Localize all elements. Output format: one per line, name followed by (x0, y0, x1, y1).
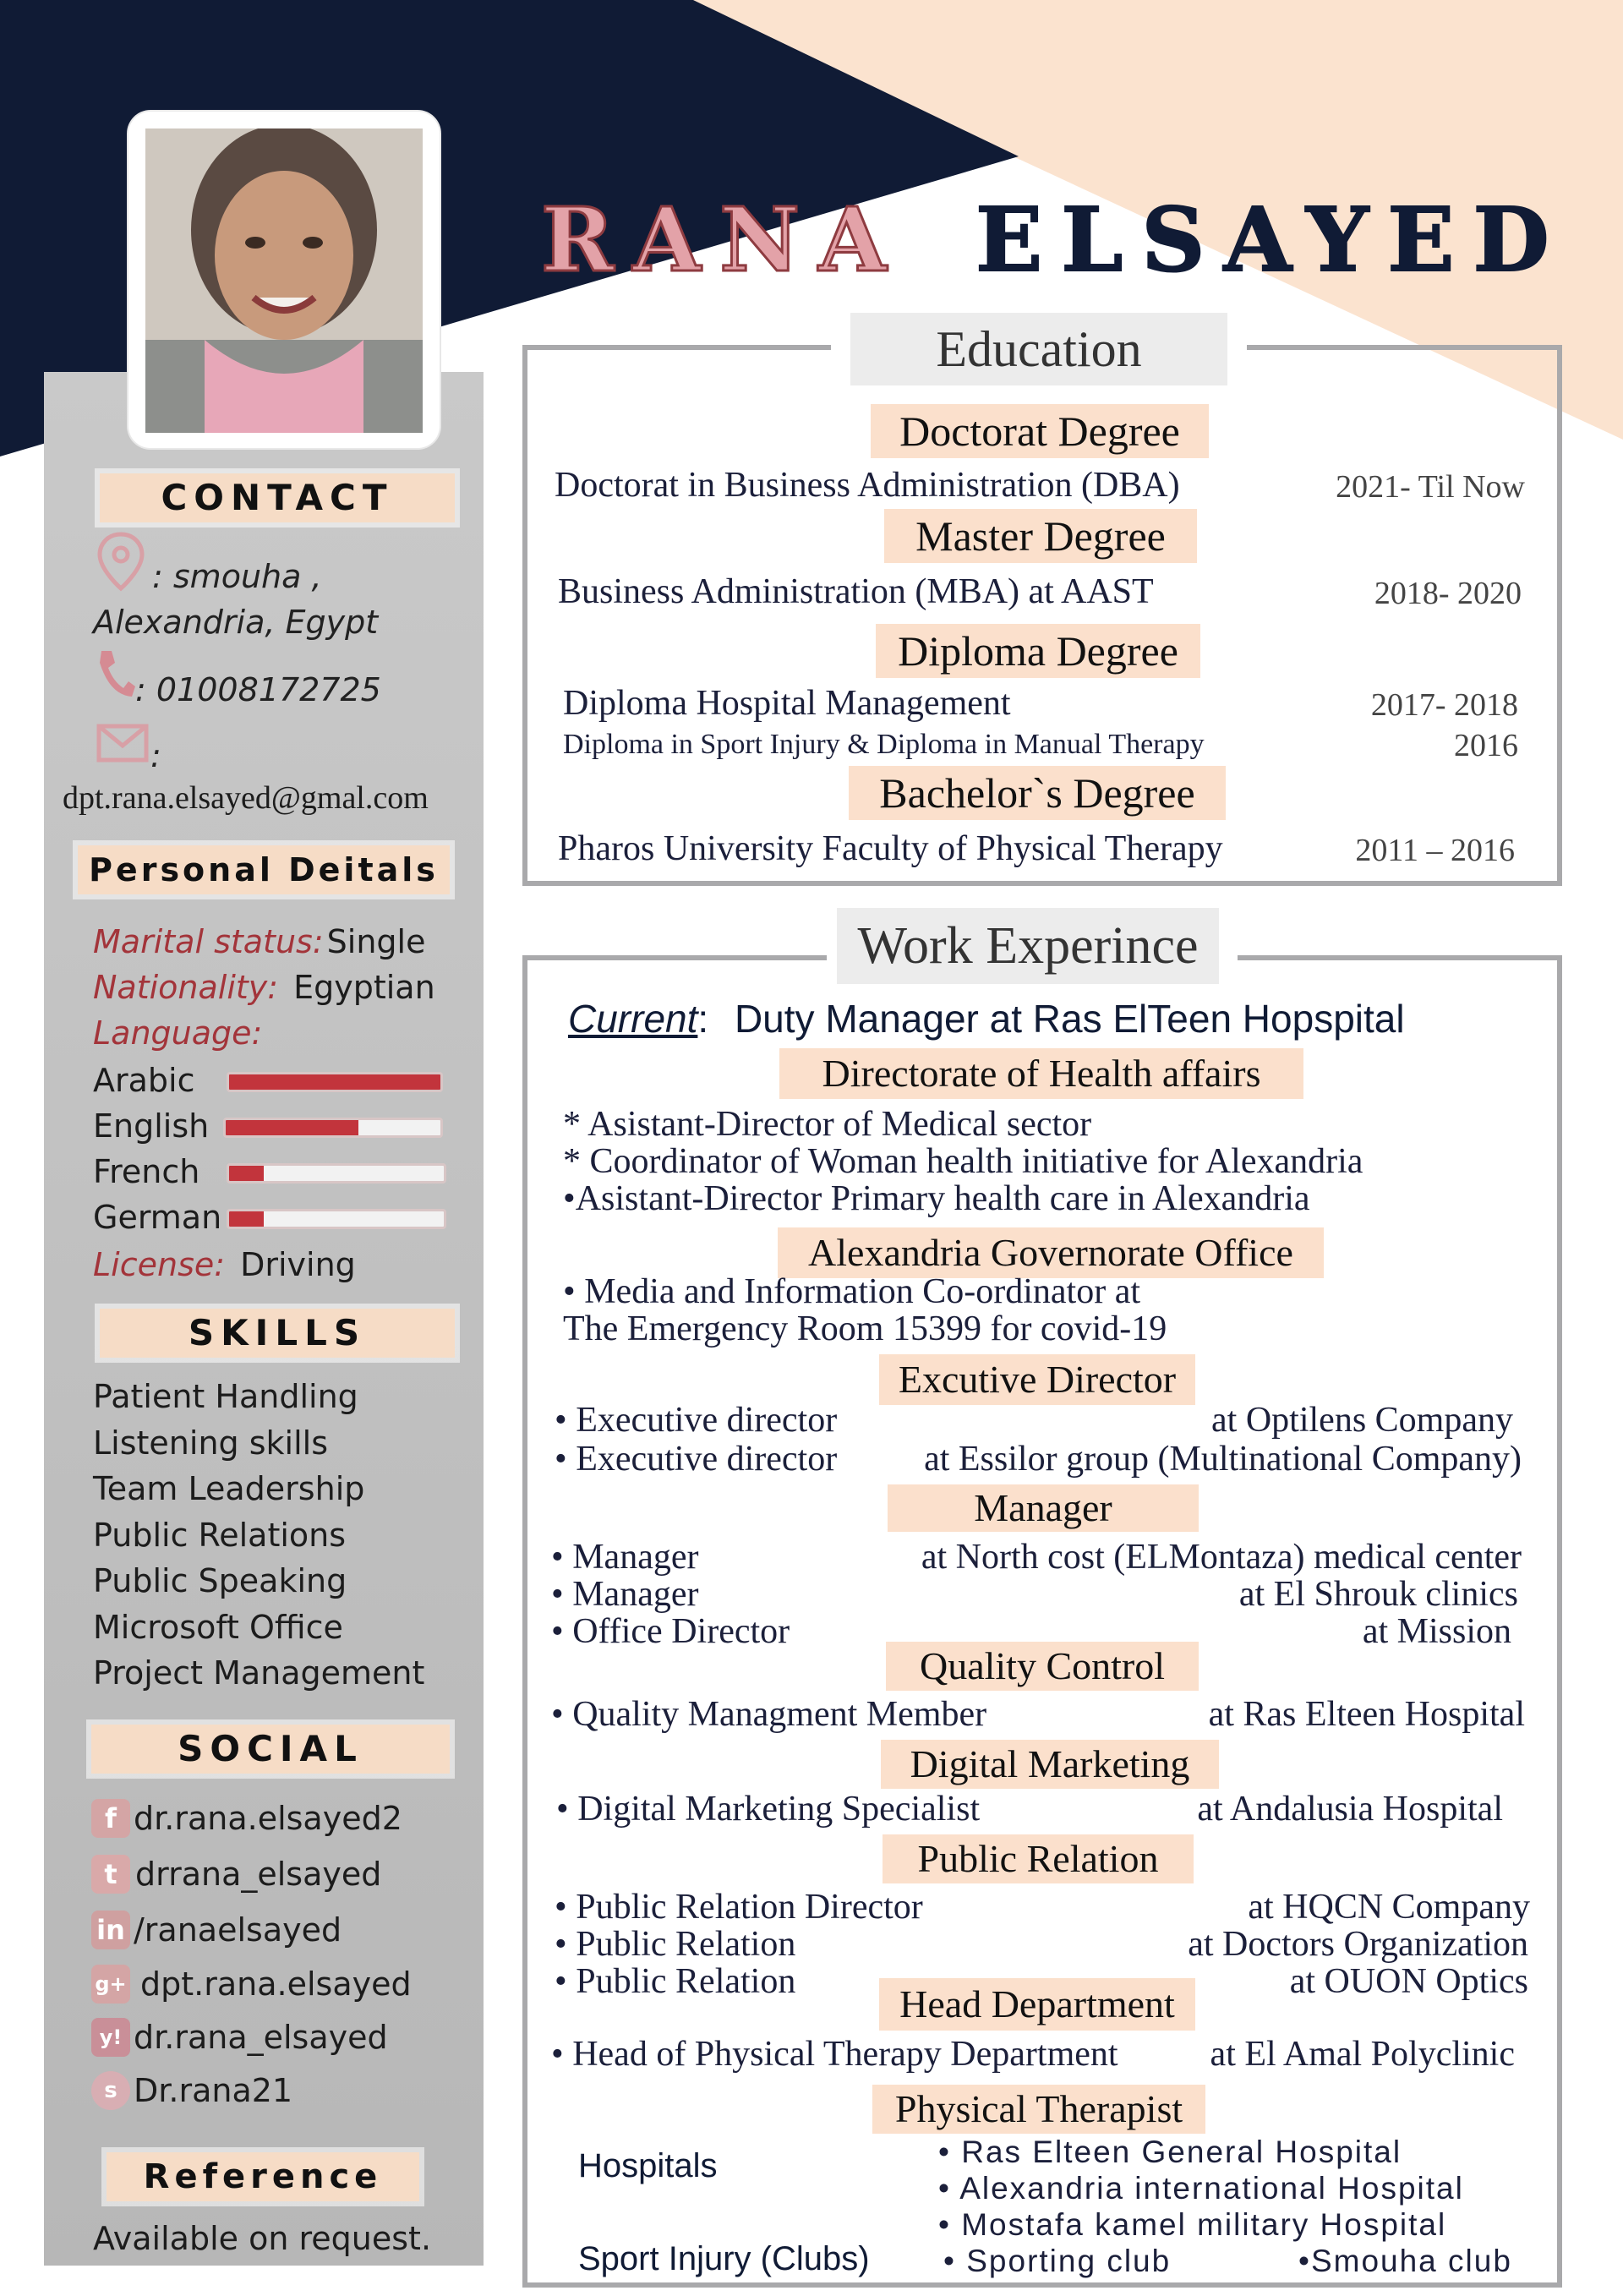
first-name: RANA (541, 188, 905, 292)
social-item-google-plus[interactable] (91, 1958, 412, 2010)
club-item: •Smouha club (1298, 2244, 1512, 2278)
governorate-item: The Emergency Room 15399 for covid-19 (563, 1309, 1167, 1348)
skill-item: Listening skills (93, 1424, 329, 1462)
skills-heading: SKILLS (100, 1309, 455, 1358)
license-label: License: (93, 1246, 226, 1283)
language-name: English (93, 1107, 210, 1145)
education-title: Education (850, 313, 1227, 385)
language-bar (223, 1118, 443, 1138)
manager-role: • Manager (551, 1538, 699, 1577)
linkedin-icon: in (91, 1911, 130, 1949)
social-handle: Dr.rana21 (134, 2072, 293, 2109)
language-name: French (93, 1153, 200, 1190)
quality-place: at Ras Elteen Hospital (1208, 1695, 1525, 1734)
language-bar (227, 1072, 443, 1092)
current-position (568, 996, 1405, 1041)
profile-photo (145, 128, 423, 433)
clubs-label: Sport Injury (Clubs) (578, 2240, 870, 2277)
address-line1: : smouha , (152, 558, 322, 595)
manager-role: • Office Director (551, 1612, 790, 1651)
language-bar (227, 1209, 446, 1229)
directorate-heading: Directorate of Health affairs (779, 1048, 1303, 1099)
yahoo-icon: y! (91, 2018, 130, 2057)
work-box-top-left (522, 955, 827, 960)
google-plus-icon: g+ (91, 1965, 130, 2004)
physical-therapist-heading: Physical Therapist (872, 2085, 1205, 2134)
email-colon: : (150, 737, 161, 774)
social-item-linkedin[interactable] (91, 1902, 412, 1958)
head-department-role: • Head of Physical Therapy Department (551, 2035, 1118, 2074)
hospital-item: • Ras Elteen General Hospital (938, 2135, 1402, 2169)
social-handle: dr.rana.elsayed2 (134, 1800, 402, 1837)
public-relation-place: at Doctors Organization (1188, 1925, 1528, 1964)
manager-role: • Manager (551, 1575, 699, 1614)
social-handle: dpt.rana.elsayed (140, 1965, 412, 2003)
social-item-facebook[interactable] (91, 1790, 412, 1846)
doctorate-line: Doctorat in Business Administration (DBA) (555, 466, 1180, 505)
skill-item: Team Leadership (93, 1470, 365, 1507)
nationality-value: Egyptian (293, 969, 435, 1006)
education-box-top-right (1247, 345, 1557, 350)
current-text: Duty Manager at Ras ElTeen Hopspital (734, 997, 1405, 1041)
diploma-date2: 2016 (1454, 728, 1518, 763)
skills-list (93, 1378, 424, 1701)
directorate-item: * Coordinator of Woman health initiative for Alexandria (563, 1142, 1363, 1181)
executive-place: at Optilens Company (1211, 1401, 1513, 1440)
directorate-item: * Asistant-Director of Medical sector (563, 1105, 1092, 1144)
skill-item: Project Management (93, 1654, 425, 1692)
executive-place: at Essilor group (Multinational Company) (924, 1440, 1522, 1479)
directorate-item: •Asistant-Director Primary health care in Alexandria (563, 1179, 1310, 1218)
governorate-item: • Media and Information Co-ordinator at (563, 1272, 1141, 1311)
current-colon: : (697, 997, 709, 1041)
master-date: 2018- 2020 (1374, 576, 1522, 611)
facebook-icon: f (91, 1799, 130, 1838)
nationality-label: Nationality: (93, 969, 279, 1006)
executive-heading: Excutive Director (879, 1354, 1195, 1405)
diploma-heading: Diploma Degree (876, 624, 1200, 678)
hospitals-label: Hospitals (578, 2147, 718, 2184)
digital-heading: Digital Marketing (881, 1740, 1219, 1789)
skill-item: Microsoft Office (93, 1608, 343, 1646)
governorate-heading: Alexandria Governorate Office (778, 1227, 1324, 1278)
diploma-line1: Diploma Hospital Management (563, 684, 1011, 723)
license-row (93, 1246, 356, 1283)
manager-place: at El Shrouk clinics (1238, 1575, 1518, 1614)
manager-place: at North cost (ELMontaza) medical center (921, 1538, 1522, 1577)
language-level-fill (226, 1120, 358, 1135)
social-item-yahoo[interactable] (91, 2010, 412, 2064)
social-item-twitter[interactable] (91, 1846, 412, 1902)
executive-role: • Executive director (555, 1401, 838, 1440)
reference-heading: Reference (107, 2152, 419, 2201)
education-box-top-left (522, 345, 831, 350)
head-department-heading: Head Department (879, 1978, 1195, 2031)
language-level-fill (229, 1166, 264, 1181)
hospital-item: • Alexandria international Hospital (938, 2171, 1464, 2206)
quality-heading: Quality Control (886, 1642, 1199, 1691)
language-bar (227, 1163, 446, 1184)
language-name: German (93, 1199, 222, 1236)
public-relation-heading: Public Relation (883, 1834, 1194, 1883)
email-address[interactable]: dpt.rana.elsayed@gmal.com (63, 780, 429, 816)
head-department-place: at El Amal Polyclinic (1210, 2035, 1515, 2074)
doctorate-heading: Doctorat Degree (871, 404, 1209, 458)
skill-item: Patient Handling (93, 1378, 358, 1415)
bachelor-heading: Bachelor`s Degree (849, 766, 1226, 820)
license-value: Driving (240, 1246, 356, 1283)
social-handle: drrana_elsayed (135, 1856, 382, 1893)
personal-details-heading: Personal Deitals (78, 845, 450, 894)
skill-item: Public Speaking (93, 1562, 347, 1599)
location-pin-icon (95, 531, 147, 592)
language-name: Arabic (93, 1062, 195, 1099)
skype-icon: s (91, 2071, 130, 2110)
skill-item: Public Relations (93, 1516, 347, 1554)
marital-label: Marital status: (93, 923, 324, 960)
twitter-icon: t (91, 1855, 130, 1894)
social-list (91, 1790, 412, 2117)
social-item-skype[interactable] (91, 2064, 412, 2117)
public-relation-place: at HQCN Company (1248, 1888, 1530, 1927)
hospitals-list (938, 2134, 1464, 2243)
work-title: Work Experince (837, 908, 1219, 984)
executive-role: • Executive director (555, 1440, 838, 1479)
current-label: Current (568, 997, 698, 1041)
mail-icon (96, 724, 149, 763)
bachelor-line: Pharos University Faculty of Physical Therapy (558, 829, 1223, 868)
reference-text: Available on request. (93, 2220, 432, 2257)
public-relation-place: at OUON Optics (1289, 1962, 1528, 2001)
club-item: • Sporting club (943, 2244, 1172, 2278)
phone-icon (93, 646, 137, 700)
hospital-item: • Mostafa kamel military Hospital (938, 2207, 1447, 2242)
public-relation-role: • Public Relation Director (555, 1888, 923, 1927)
social-heading: SOCIAL (91, 1725, 450, 1774)
address-line2: Alexandria, Egypt (93, 604, 379, 641)
public-relation-role: • Public Relation (555, 1925, 796, 1964)
diploma-line2: Diploma in Sport Injury & Diploma in Manual Therapy (563, 729, 1205, 760)
phone-number[interactable]: : 01008172725 (135, 671, 381, 708)
language-label: Language: (93, 1014, 263, 1052)
digital-place: at Andalusia Hospital (1197, 1790, 1503, 1829)
doctorate-date: 2021- Til Now (1336, 469, 1525, 505)
contact-heading: CONTACT (100, 473, 455, 522)
nationality-row (93, 969, 435, 1006)
diploma-date1: 2017- 2018 (1370, 687, 1518, 723)
public-relation-role: • Public Relation (555, 1962, 796, 2001)
manager-heading: Manager (888, 1484, 1199, 1532)
marital-value: Single (326, 923, 426, 960)
language-level-fill (229, 1211, 264, 1227)
manager-place: at Mission (1362, 1612, 1511, 1651)
social-handle: dr.rana_elsayed (134, 2019, 388, 2056)
quality-role: • Quality Managment Member (551, 1695, 987, 1734)
marital-status-row (93, 923, 425, 960)
language-level-fill (229, 1074, 440, 1090)
bachelor-date: 2011 – 2016 (1355, 833, 1515, 868)
master-line: Business Administration (MBA) at AAST (558, 572, 1154, 611)
social-handle: /ranaelsayed (134, 1911, 342, 1949)
work-box-top-right (1238, 955, 1557, 960)
master-heading: Master Degree (884, 509, 1197, 563)
digital-role: • Digital Marketing Specialist (556, 1790, 981, 1829)
last-name: ELSAYED (975, 188, 1568, 292)
